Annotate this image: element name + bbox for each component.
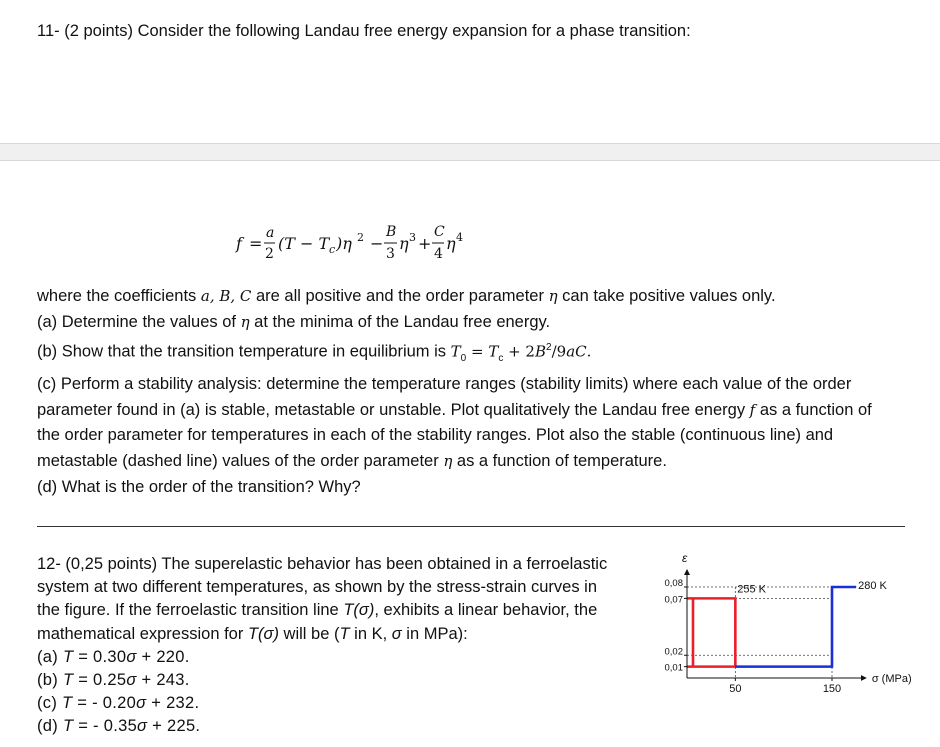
q12-line1: 12- (0,25 points) The superelastic behavior has been obtained in a ferroelastic	[37, 555, 608, 573]
eq-t3-den: 4	[434, 246, 443, 262]
page-break	[0, 143, 940, 161]
q11-line-intro: where the coefficients a, B, C are all positive and the order parameter η can take positive values only.	[37, 287, 776, 305]
eq-t2-exp: 3	[409, 231, 416, 244]
y-tick-label-0,02: 0,02	[664, 646, 683, 658]
y-tick-label-0,01: 0,01	[664, 662, 683, 674]
series-label-255k: 255 K	[737, 583, 767, 596]
series-label-280k: 280 K	[858, 580, 887, 592]
eq-plus: +	[418, 234, 432, 253]
series-line-1	[735, 587, 856, 667]
eq-t2-var: η	[399, 234, 409, 253]
q11-part-c-line3: the order parameter for temperatures in each of the stability ranges. Plot also the stable (continuous line) and	[37, 426, 834, 445]
x-tick-label-50: 50	[729, 683, 742, 695]
question-separator	[37, 526, 905, 527]
q12-option-b: (b) T = 0.25σ + 243.	[37, 671, 190, 690]
eq-t3-exp: 4	[456, 231, 463, 244]
stress-strain-svg	[650, 555, 920, 700]
eq-t2-den: 3	[386, 246, 395, 262]
eq-lhs: f	[236, 234, 242, 253]
eq-minus: −	[370, 234, 384, 253]
x-tick-label-150: 150	[822, 683, 842, 695]
q12-body	[37, 553, 637, 739]
q11-part-b: (b) Show that the transition temperature in equilibrium is $T_0 = T_c + 2B^2/9aC$.	[37, 342, 592, 365]
q11-body	[37, 284, 907, 500]
q11-header: 11- (2 points) Consider the following Landau free energy expansion for a phase transition:	[37, 22, 691, 40]
eq-equals: =	[249, 234, 263, 253]
q12-line3: the figure. If the ferroelastic transition line T(σ), exhibits a linear behavior, the	[37, 601, 598, 620]
eq-t1-exp: 2	[357, 231, 364, 244]
q12-option-d: (d) T = - 0.35σ + 225.	[37, 717, 201, 736]
eq-t2-num: B	[386, 224, 397, 240]
stress-strain-chart	[650, 555, 920, 700]
eq-t1-tail: )η	[336, 234, 352, 253]
landau-equation	[236, 217, 636, 267]
y-axis-label: ε	[682, 555, 688, 565]
eq-t1-sub: c	[329, 243, 336, 256]
eq-t3-num: C	[434, 224, 445, 240]
y-tick-label-0,07: 0,07	[664, 594, 683, 606]
x-axis-label: σ (MPa)	[871, 673, 912, 685]
q12-option-c: (c) T = - 0.20σ + 232.	[37, 694, 200, 713]
q11-part-c-line1: (c) Perform a stability analysis: determine the temperature ranges (stability limits) where each value of the order	[37, 374, 852, 393]
equation-svg	[236, 217, 636, 267]
q12-line4: mathematical expression for T(σ) will be (T in K, σ in MPa):	[37, 624, 468, 643]
q11-part-c-line2: parameter found in (a) is stable, metastable or unstable. Plot qualitatively the Landau free energy f as a function of	[37, 400, 872, 419]
eq-t3-var: η	[446, 234, 456, 253]
q11-part-a: (a) Determine the values of η at the minima of the Landau free energy.	[37, 312, 551, 331]
q11-part-c-line4: metastable (dashed line) values of the order parameter η as a function of temperature.	[37, 452, 667, 471]
eq-t1-den: 2	[265, 246, 274, 262]
q12-option-a: (a) T = 0.30σ + 220.	[37, 647, 190, 666]
eq-t1-body: (T − T	[278, 234, 330, 253]
y-tick-label-0,08: 0,08	[664, 578, 683, 589]
q11-part-d: (d) What is the order of the transition? Why?	[37, 477, 361, 496]
eq-t1-num: a	[266, 225, 275, 241]
q12-line2: system at two different temperatures, as shown by the stress-strain curves in	[37, 578, 598, 597]
